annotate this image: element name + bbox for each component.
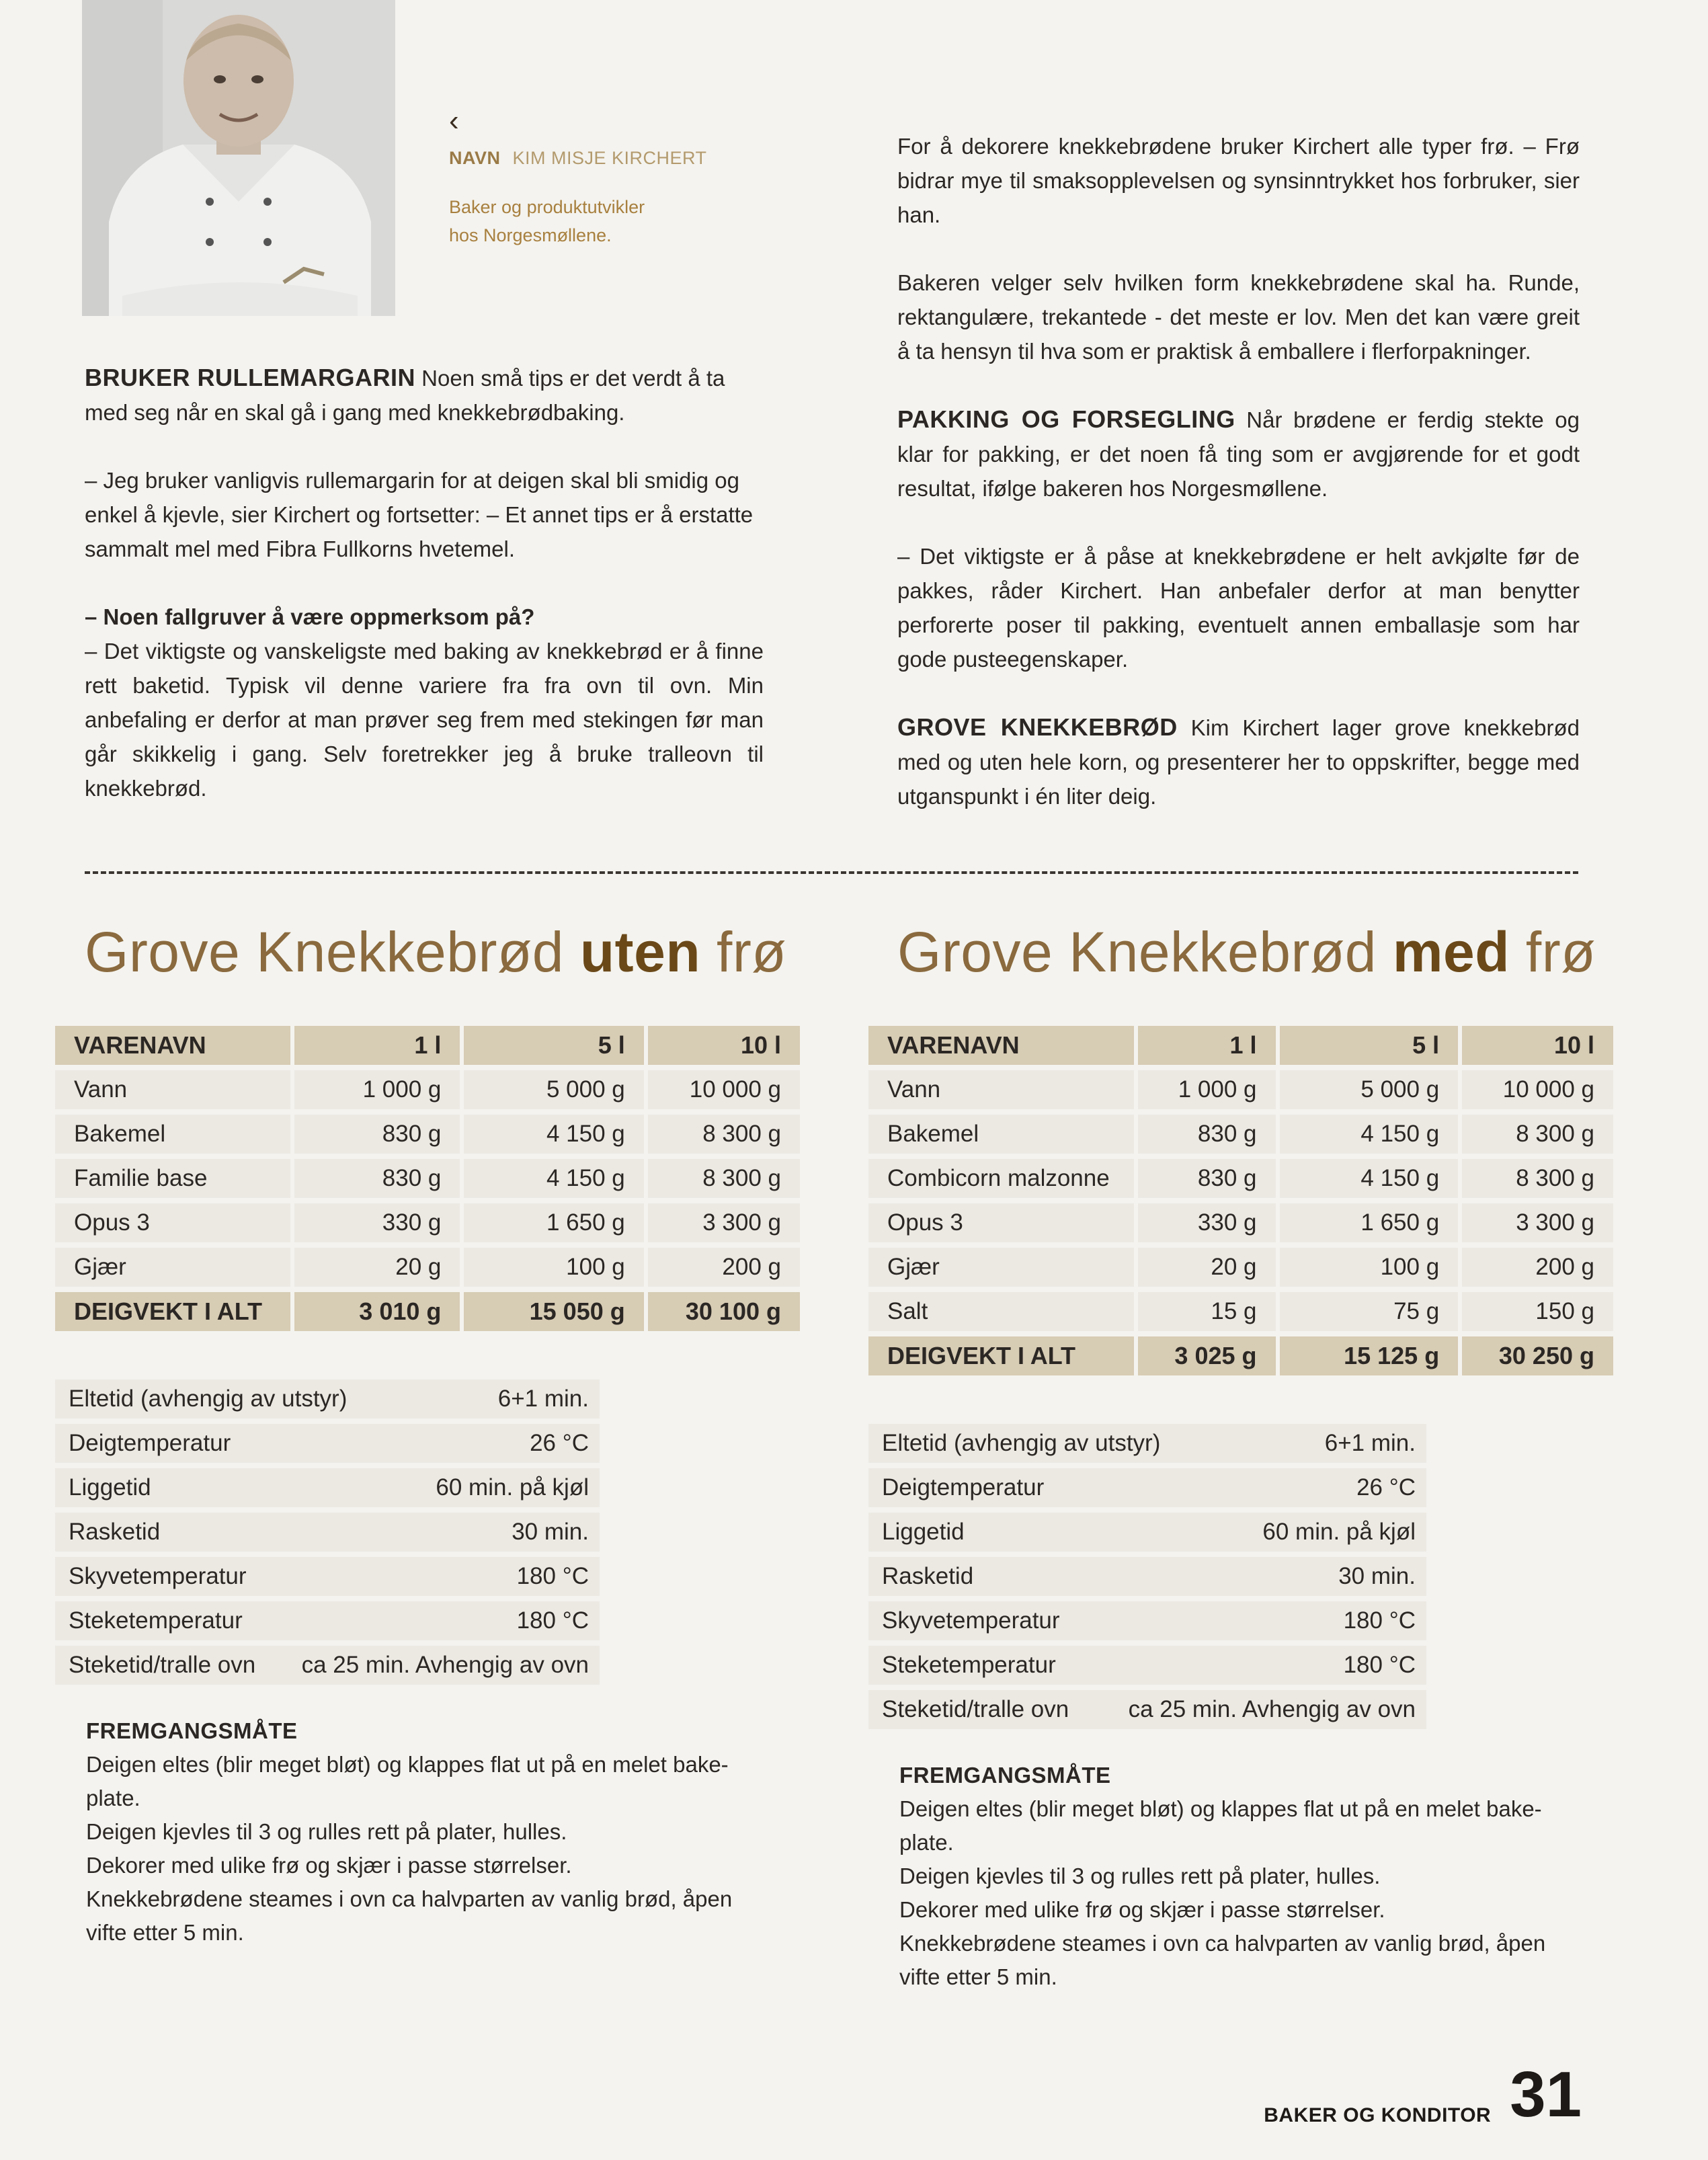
process-row xyxy=(868,1513,1426,1552)
ingredients-left-cell: 4 150 g xyxy=(464,1159,643,1198)
method-line: Knekkebrødene steames i ovn ca halvparten av vanlig brød, åpen xyxy=(86,1886,733,1911)
ingredients-left-cell: 830 g xyxy=(294,1115,460,1154)
ingredients-right-header-row xyxy=(868,1026,1613,1065)
right-paragraph-5-text: Kim Kirchert lager grove knekkebrød med og uten hele korn, og presenterer her to oppskrifter, begge med utganspunkt i én liter deig. xyxy=(897,715,1580,809)
process-row xyxy=(55,1468,600,1507)
process-row xyxy=(55,1424,600,1463)
ingredients-right-cell: 150 g xyxy=(1462,1292,1613,1331)
ingredients-right-total-row xyxy=(868,1336,1613,1375)
question-heading: – Noen fallgruver å være oppmerksom på? xyxy=(85,604,535,629)
process-value: 6+1 min. xyxy=(1324,1430,1416,1456)
process-row xyxy=(55,1557,600,1596)
process-table-left xyxy=(55,1379,600,1690)
ingredients-right-cell: 100 g xyxy=(1280,1248,1459,1287)
recipe-title-left-pre: Grove Knekkebrød xyxy=(85,920,580,984)
table-row xyxy=(55,1115,800,1154)
ingredients-table-right xyxy=(864,1021,1617,1381)
recipe-title-left xyxy=(85,920,786,985)
ingredients-left-cell: 15 050 g xyxy=(464,1292,643,1331)
left-paragraph-3 xyxy=(85,600,764,805)
ingredients-right-cell: 830 g xyxy=(1138,1115,1275,1154)
process-row xyxy=(55,1513,600,1552)
method-line: Deigen eltes (blir meget bløt) og klappes flat ut på en melet bake- xyxy=(899,1796,1542,1821)
process-label: Liggetid xyxy=(69,1474,151,1501)
ingredients-left-cell: 200 g xyxy=(648,1248,800,1287)
ingredients-left-cell: 330 g xyxy=(294,1203,460,1242)
ingredients-right-cell: Vann xyxy=(868,1070,1134,1109)
method-line: plate. xyxy=(86,1786,140,1810)
left-paragraph-3-text: – Det viktigste og vanskeligste med baking av knekkebrød er å finne rett baketid. Typisk vil denne variere fra fra ovn til ovn. Min anbefaling er derfor at man prøver seg frem med stekingen før man går skikkelig i gang. Selv foretrekker jeg å bruke tralleovn til knekkebrød. xyxy=(85,639,764,801)
ingredients-table-right-body xyxy=(868,1026,1613,1375)
profile-block xyxy=(449,106,785,249)
role-line-2: hos Norgesmøllene. xyxy=(449,225,612,245)
ingredients-right-cell: 30 250 g xyxy=(1462,1336,1613,1375)
navn-line xyxy=(449,148,785,169)
ingredients-right-cell: Opus 3 xyxy=(868,1203,1134,1242)
ingredients-right-cell: Gjær xyxy=(868,1248,1134,1287)
ingredients-left-total-row xyxy=(55,1292,800,1331)
section-heading-rullemargarin: BRUKER RULLEMARGARIN xyxy=(85,364,415,391)
left-paragraph-2: – Jeg bruker vanligvis rullemargarin for at deigen skal bli smidig og enkel å kjevle, sier Kirchert og fortsetter: – Et annet tips er å erstatte sammalt mel med Fibra Fullkorns hvetemel. xyxy=(85,468,754,561)
process-label: Steketid/tralle ovn xyxy=(69,1652,256,1678)
portrait-photo xyxy=(82,0,395,316)
ingredients-right-cell: 830 g xyxy=(1138,1159,1275,1198)
process-label: Rasketid xyxy=(69,1519,161,1545)
navn-value: KIM MISJE KIRCHERT xyxy=(512,148,707,168)
method-line: Deigen eltes (blir meget bløt) og klappes flat ut på en melet bake- xyxy=(86,1752,729,1777)
ingredients-right-cell: 15 g xyxy=(1138,1292,1275,1331)
magazine-name: BAKER OG KONDITOR xyxy=(1264,2104,1492,2126)
method-line: plate. xyxy=(899,1830,954,1855)
process-value: 26 °C xyxy=(1356,1474,1416,1501)
chef-portrait-illustration xyxy=(82,0,395,316)
section-heading-grove: GROVE KNEKKEBRØD xyxy=(897,713,1178,741)
ingredients-left-cell: 30 100 g xyxy=(648,1292,800,1331)
ingredients-right-cell: 200 g xyxy=(1462,1248,1613,1287)
method-left-lines xyxy=(86,1748,785,1950)
process-row xyxy=(55,1646,600,1685)
ingredients-left-cell: 830 g xyxy=(294,1159,460,1198)
ingredients-left-cell: 3 010 g xyxy=(294,1292,460,1331)
process-label: Eltetid (avhengig av utstyr) xyxy=(69,1386,348,1412)
process-value: 180 °C xyxy=(516,1607,589,1634)
process-value: 6+1 min. xyxy=(497,1386,589,1412)
ingredients-left-cell: DEIGVEKT I ALT xyxy=(55,1292,290,1331)
ingredients-right-cell: Salt xyxy=(868,1292,1134,1331)
recipe-title-right-post: frø xyxy=(1510,920,1596,984)
ingredients-right-cell: 3 025 g xyxy=(1138,1336,1275,1375)
ingredients-right-cell: 1 l xyxy=(1138,1026,1275,1065)
recipe-title-right-bold: med xyxy=(1392,920,1510,984)
method-left-title: FREMGANGSMÅTE xyxy=(86,1718,298,1743)
process-value: 60 min. på kjøl xyxy=(436,1474,589,1501)
process-value: ca 25 min. Avhengig av ovn xyxy=(1128,1696,1416,1722)
section-heading-pakking: PAKKING OG FORSEGLING xyxy=(897,405,1235,433)
ingredients-right-cell: 10 000 g xyxy=(1462,1070,1613,1109)
ingredients-right-cell: 4 150 g xyxy=(1280,1115,1459,1154)
ingredients-left-cell: Vann xyxy=(55,1070,290,1109)
ingredients-table-left-body xyxy=(55,1026,800,1331)
ingredients-left-header-row xyxy=(55,1026,800,1065)
ingredients-left-cell: 1 650 g xyxy=(464,1203,643,1242)
process-value: 180 °C xyxy=(516,1563,589,1589)
left-article-column xyxy=(85,360,764,839)
ingredients-left-cell: 8 300 g xyxy=(648,1159,800,1198)
process-value: 26 °C xyxy=(530,1430,589,1456)
process-label: Deigtemperatur xyxy=(69,1430,231,1456)
ingredients-left-cell: Bakemel xyxy=(55,1115,290,1154)
table-row xyxy=(868,1115,1613,1154)
left-paragraph-1-text: Noen små tips er det verdt å ta med seg når en skal gå i gang med knekkebrødbaking. xyxy=(85,366,725,425)
ingredients-right-cell: 10 l xyxy=(1462,1026,1613,1065)
process-label: Steketemperatur xyxy=(69,1607,243,1634)
ingredients-left-cell: 10 000 g xyxy=(648,1070,800,1109)
ingredients-right-cell: 330 g xyxy=(1138,1203,1275,1242)
method-right-lines xyxy=(899,1792,1598,1994)
table-row xyxy=(868,1159,1613,1198)
ingredients-right-cell: Combicorn malzonne xyxy=(868,1159,1134,1198)
ingredients-right-cell: 3 300 g xyxy=(1462,1203,1613,1242)
method-right xyxy=(899,1759,1598,1994)
method-line: Knekkebrødene steames i ovn ca halvparten av vanlig brød, åpen xyxy=(899,1931,1546,1956)
ingredients-right-cell: 8 300 g xyxy=(1462,1159,1613,1198)
process-table-right xyxy=(868,1424,1426,1734)
ingredients-left-cell: 3 300 g xyxy=(648,1203,800,1242)
ingredients-right-cell: 75 g xyxy=(1280,1292,1459,1331)
ingredients-left-cell: 10 l xyxy=(648,1026,800,1065)
process-label: Skyvetemperatur xyxy=(69,1563,247,1589)
table-row xyxy=(55,1070,800,1109)
ingredients-right-cell: VARENAVN xyxy=(868,1026,1134,1065)
ingredients-right-cell: 5 l xyxy=(1280,1026,1459,1065)
table-row xyxy=(55,1203,800,1242)
method-line: Deigen kjevles til 3 og rulles rett på plater, hulles. xyxy=(899,1864,1381,1888)
process-row xyxy=(868,1690,1426,1729)
method-line: vifte etter 5 min. xyxy=(86,1920,244,1945)
process-row xyxy=(868,1468,1426,1507)
process-label: Liggetid xyxy=(882,1519,965,1545)
process-value: 180 °C xyxy=(1343,1652,1416,1678)
process-label: Eltetid (avhengig av utstyr) xyxy=(882,1430,1161,1456)
method-line: Dekorer med ulike frø og skjær i passe størrelser. xyxy=(899,1897,1385,1922)
method-line: Deigen kjevles til 3 og rulles rett på plater, hulles. xyxy=(86,1819,567,1844)
process-label: Rasketid xyxy=(882,1563,974,1589)
process-value: 30 min. xyxy=(512,1519,589,1545)
right-paragraph-2: Bakeren velger selv hvilken form knekkebrødene skal ha. Runde, rektangulære, trekantede - det meste er lov. Men det kan være greit å ta hensyn til hva som er praktisk å emballere i flerforpakninger. xyxy=(897,270,1580,364)
process-label: Steketid/tralle ovn xyxy=(882,1696,1069,1722)
ingredients-left-cell: 1 000 g xyxy=(294,1070,460,1109)
right-paragraph-5 xyxy=(897,710,1580,813)
process-label: Skyvetemperatur xyxy=(882,1607,1060,1634)
table-row xyxy=(55,1159,800,1198)
ingredients-right-cell: 5 000 g xyxy=(1280,1070,1459,1109)
ingredients-right-cell: 1 650 g xyxy=(1280,1203,1459,1242)
ingredients-right-cell: 20 g xyxy=(1138,1248,1275,1287)
right-article-column xyxy=(897,129,1580,847)
ingredients-left-cell: 1 l xyxy=(294,1026,460,1065)
process-row xyxy=(868,1601,1426,1640)
ingredients-left-cell: 5 l xyxy=(464,1026,643,1065)
table-row xyxy=(868,1203,1613,1242)
method-right-title: FREMGANGSMÅTE xyxy=(899,1763,1111,1788)
method-left xyxy=(86,1714,785,1950)
ingredients-left-cell: Gjær xyxy=(55,1248,290,1287)
ingredients-left-cell: 8 300 g xyxy=(648,1115,800,1154)
ingredients-right-cell: 15 125 g xyxy=(1280,1336,1459,1375)
navn-label: NAVN xyxy=(449,148,501,168)
method-line: Dekorer med ulike frø og skjær i passe størrelser. xyxy=(86,1853,572,1878)
process-value: 180 °C xyxy=(1343,1607,1416,1634)
page-number: 31 xyxy=(1510,2058,1582,2130)
right-paragraph-3-text: Når brødene er ferdig stekte og klar for pakking, er det noen få ting som er avgjørende for et godt resultat, ifølge bakeren hos Norgesmøllene. xyxy=(897,407,1580,501)
process-label: Deigtemperatur xyxy=(882,1474,1045,1501)
recipe-title-left-post: frø xyxy=(700,920,787,984)
right-paragraph-1: For å dekorere knekkebrødene bruker Kirchert alle typer frø. – Frø bidrar mye til smaksopplevelsen og synsinntrykket hos forbruker, sier han. xyxy=(897,134,1580,227)
process-value: ca 25 min. Avhengig av ovn xyxy=(301,1652,589,1678)
ingredients-right-cell: 8 300 g xyxy=(1462,1115,1613,1154)
table-row xyxy=(868,1070,1613,1109)
process-label: Steketemperatur xyxy=(882,1652,1056,1678)
ingredients-left-cell: Familie base xyxy=(55,1159,290,1198)
process-row xyxy=(868,1557,1426,1596)
ingredients-right-cell: DEIGVEKT I ALT xyxy=(868,1336,1134,1375)
process-row xyxy=(55,1379,600,1418)
process-row xyxy=(868,1424,1426,1463)
role-line-1: Baker og produktutvikler xyxy=(449,197,645,217)
ingredients-left-cell: 4 150 g xyxy=(464,1115,643,1154)
page-footer xyxy=(1264,2058,1582,2130)
ingredients-table-left xyxy=(51,1021,804,1336)
method-line: vifte etter 5 min. xyxy=(899,1964,1057,1989)
process-value: 30 min. xyxy=(1338,1563,1416,1589)
ingredients-left-cell: VARENAVN xyxy=(55,1026,290,1065)
process-row xyxy=(55,1601,600,1640)
chevron-left-icon: ‹ xyxy=(449,104,459,137)
right-paragraph-3 xyxy=(897,402,1580,506)
table-row xyxy=(55,1248,800,1287)
ingredients-left-cell: Opus 3 xyxy=(55,1203,290,1242)
right-paragraph-4: – Det viktigste er å påse at knekkebrødene er helt avkjølte før de pakkes, råder Kirchert. Han anbefaler derfor at man benytter perforerte poser til pakking, eventuelt annen emballasje som har gode pusteegenskaper. xyxy=(897,544,1580,672)
ingredients-right-cell: 1 000 g xyxy=(1138,1070,1275,1109)
ingredients-left-cell: 20 g xyxy=(294,1248,460,1287)
recipe-title-right-pre: Grove Knekkebrød xyxy=(897,920,1393,984)
recipe-title-right xyxy=(897,920,1596,985)
ingredients-right-cell: Bakemel xyxy=(868,1115,1134,1154)
table-row xyxy=(868,1292,1613,1331)
ingredients-left-cell: 100 g xyxy=(464,1248,643,1287)
process-value: 60 min. på kjøl xyxy=(1262,1519,1416,1545)
left-paragraph-1 xyxy=(85,360,764,430)
recipe-title-left-bold: uten xyxy=(579,920,701,984)
process-row xyxy=(868,1646,1426,1685)
ingredients-right-cell: 4 150 g xyxy=(1280,1159,1459,1198)
table-row xyxy=(868,1248,1613,1287)
profile-role xyxy=(449,193,731,249)
section-divider xyxy=(85,871,1578,874)
ingredients-left-cell: 5 000 g xyxy=(464,1070,643,1109)
